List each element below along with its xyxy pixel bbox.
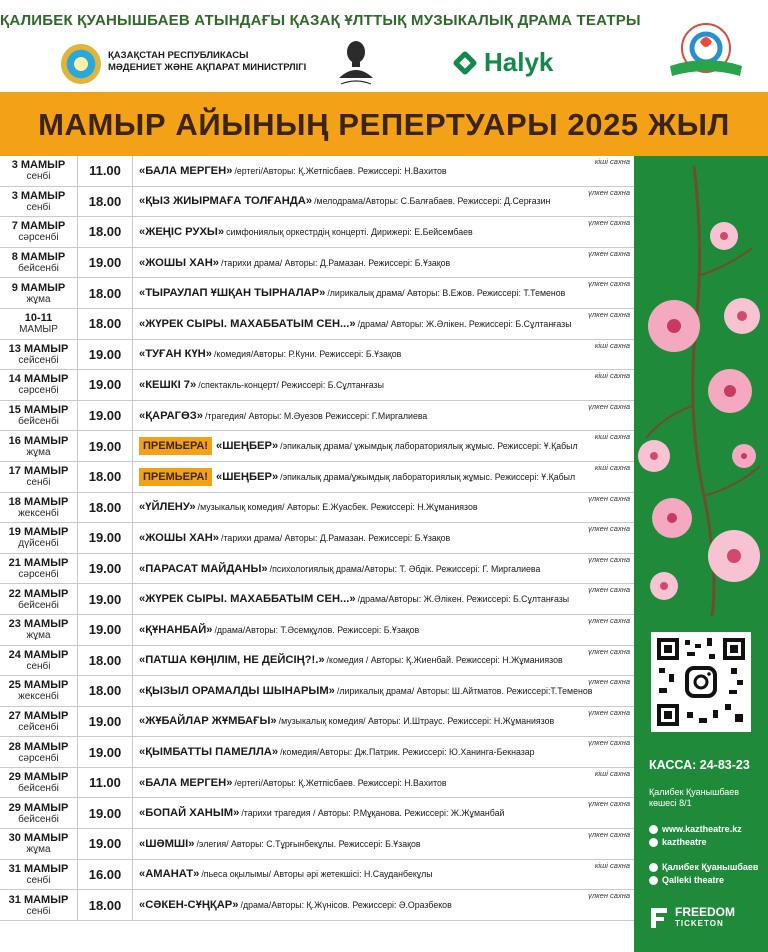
date-cell [0,646,78,676]
premiere-badge: ПРЕМЬЕРА! [139,468,212,486]
show-cell [133,768,634,798]
schedule-row [0,646,634,677]
stage-label: үлкен сахна [588,524,630,534]
youtube-text: Qalleki theatre [662,875,725,885]
show-title: «КЕШКІ 7» [139,378,197,391]
stage-label: кіші сахна [594,462,630,472]
show-description: /мелодрама/Авторы: С.Балғабаев. Режиссері: Д.Серғазин [314,196,551,207]
stage-label: кіші сахна [594,157,630,166]
time-cell: 19.00 [78,340,133,370]
show-description: /спектакль-концерт/ Режиссері: Б.Сұлтанғазы [198,379,384,390]
date-text: 3 МАМЫР [11,189,66,202]
date-text: 30 МАМЫР [8,832,69,845]
date-cell [0,493,78,523]
time-cell: 18.00 [78,309,133,339]
time-cell: 18.00 [78,187,133,217]
weekday-text: сәрсенбі [18,232,59,244]
freedom-logo-icon [649,906,669,930]
date-cell [0,309,78,339]
schedule-row [0,493,634,524]
date-text: 14 МАМЫР [8,373,69,386]
blossom-2 [648,300,700,352]
date-text: 28 МАМЫР [8,740,69,753]
instagram-icon [649,838,658,847]
date-text: 7 МАМЫР [11,220,66,233]
page-header [0,0,768,92]
time-cell: 19.00 [78,798,133,828]
date-cell [0,217,78,247]
show-cell [133,707,634,737]
show-title: «ТЫРАУЛАП ҰШҚАН ТЫРНАЛАР» [139,287,326,300]
stage-label: үлкен сахна [588,218,630,228]
date-cell [0,431,78,461]
show-description: /музыкалық комедия/ Авторы: И.Штраус. Режиссері: Н.Жұманиязов [278,716,555,727]
show-cell [133,340,634,370]
schedule-row [0,554,634,585]
stage-label: үлкен сахна [588,493,630,503]
time-cell: 18.00 [78,890,133,920]
blossom-3 [724,298,760,334]
schedule-table [0,156,634,921]
date-text: 21 МАМЫР [8,557,69,570]
weekday-text: жұма [26,446,51,458]
date-cell [0,462,78,492]
date-text: 31 МАМЫР [8,862,69,875]
weekday-text: сейсенбі [18,354,59,366]
show-cell [133,676,634,706]
date-cell [0,584,78,614]
show-title: «ПАРАСАТ МАЙДАНЫ» [139,562,268,575]
date-text: 23 МАМЫР [8,618,69,631]
date-cell [0,248,78,278]
weekday-text: бейсенбі [18,599,59,611]
date-text: 3 МАМЫР [11,159,66,172]
time-cell: 19.00 [78,401,133,431]
time-cell: 16.00 [78,860,133,890]
stage-label: үлкен сахна [588,830,630,840]
branch-line-side-3 [704,466,760,496]
year-of-working-professions-logo-icon [666,18,746,82]
time-cell: 11.00 [78,768,133,798]
show-cell [133,615,634,645]
facebook-icon [649,863,658,872]
time-cell: 18.00 [78,493,133,523]
date-cell [0,340,78,370]
blossom-6 [732,444,756,468]
date-text: 18 МАМЫР [8,495,69,508]
time-cell: 19.00 [78,707,133,737]
stage-label: үлкен сахна [588,187,630,197]
ticket-partner-logo[interactable] [649,906,735,930]
time-cell: 19.00 [78,431,133,461]
show-title: «ЖОШЫ ХАН» [139,531,220,544]
show-description: /драма/ Авторы: Ж.Әлікен. Режиссері: Б.Сұлтанғазы [357,318,572,329]
show-cell [133,309,634,339]
stage-label: кіші сахна [594,340,630,350]
show-title: «ҮЙЛЕНУ» [139,501,196,514]
show-title: «ЖОШЫ ХАН» [139,256,220,269]
time-cell: 18.00 [78,462,133,492]
time-cell: 18.00 [78,646,133,676]
weekday-text: сәрсенбі [18,569,59,581]
time-cell: 18.00 [78,217,133,247]
weekday-text: сенбі [26,874,51,886]
schedule-row [0,401,634,432]
show-title: «ПАТША КӨҢІЛІМ, НЕ ДЕЙСІҢ?!.» [139,654,325,667]
show-title: «БАЛА МЕРГЕН» [139,776,233,789]
show-description: /лирикалық драма/ Авторы: В.Ежов. Режиссері: Т.Теменов [327,288,566,299]
show-cell [133,278,634,308]
show-description: /трагедия/ Авторы: М.Әуезов Режиссері: Г.Миргалиева [204,410,428,421]
schedule-row [0,615,634,646]
banner-title: МАМЫР АЙЫНЫҢ РЕПЕРТУАРЫ 2025 ЖЫЛ [38,107,730,142]
show-cell [133,462,634,492]
show-title: «ШЕҢБЕР» [215,440,279,453]
ministry-label [108,50,306,74]
schedule-row [0,278,634,309]
time-cell: 19.00 [78,554,133,584]
show-description: /драма/Авторы: Т.Әсемқұлов. Режиссері: Б.Ұзақов [214,624,420,635]
stage-label: кіші сахна [594,371,630,381]
schedule-row [0,431,634,462]
schedule-row [0,798,634,829]
schedule-row [0,370,634,401]
halyk-sponsor-logo [452,47,553,78]
date-text: 29 МАМЫР [8,801,69,814]
date-cell [0,554,78,584]
theatre-address [649,787,739,809]
date-cell [0,829,78,859]
date-cell [0,523,78,553]
show-title: «АМАНАТ» [139,868,200,881]
show-description: /комедия/Авторы: Р.Куни. Режиссері: Б.Ұзақов [213,349,402,360]
show-cell [133,860,634,890]
weekday-text: жексенбі [18,691,59,703]
weekday-text: сәрсенбі [18,385,59,397]
date-text: 25 МАМЫР [8,679,69,692]
right-side-panel [634,156,768,952]
address-line-2: көшесі 8/1 [649,798,692,808]
blossom-8 [708,530,760,582]
stage-label: үлкен сахна [588,646,630,656]
show-cell [133,493,634,523]
date-cell [0,676,78,706]
schedule-row [0,462,634,493]
ministry-line-2: МӘДЕНИЕТ ЖӘНЕ АҚПАРАТ МИНИСТРЛІГІ [108,62,307,73]
branch-line-side-1 [698,248,752,276]
show-description: /тарихи трагедия / Авторы: Р.Мұқанова. Режиссері: Ж.Жұманбай [241,808,505,819]
ticket-brand-line-1: FREEDOM [675,905,735,919]
schedule-row [0,187,634,218]
show-cell [133,248,634,278]
schedule-row [0,584,634,615]
date-cell [0,278,78,308]
show-cell [133,187,634,217]
show-cell [133,890,634,920]
theatre-founder-logo-icon [333,38,379,88]
show-title: «ҚЫЗЫЛ ОРАМАЛДЫ ШЫНАРЫМ» [139,684,335,697]
show-title: «ШЕҢБЕР» [215,470,279,483]
schedule-row [0,340,634,371]
halyk-text: Halyk [484,47,554,77]
stage-label: үлкен сахна [588,891,630,901]
show-cell [133,646,634,676]
date-cell [0,890,78,920]
youtube-link[interactable] [649,875,724,885]
show-cell [133,401,634,431]
address-line-1: Қалибек Қуанышбаев [649,787,740,797]
ministry-line-1: ҚАЗАҚСТАН РЕСПУБЛИКАСЫ [108,50,249,61]
show-description: /драма/Авторы: Ж.Әлікен. Режиссері: Б.Сұлтанғазы [357,594,570,605]
date-cell [0,798,78,828]
show-description: /комедия / Авторы: Қ.Жиенбай. Режиссері: Н.Жұманиязов [326,655,563,666]
show-cell [133,737,634,767]
blossom-5 [638,440,670,472]
stage-label: үлкен сахна [588,554,630,564]
show-cell [133,523,634,553]
stage-label: үлкен сахна [588,248,630,258]
date-text: 9 МАМЫР [11,281,66,294]
schedule-row [0,309,634,340]
show-description: /комедия/Авторы: Дж.Патрик. Режиссері: Ю.Ханинга-Бекназар [280,747,535,758]
branch-line-side-2 [646,406,692,438]
show-description: /тарихи драма/ Авторы: Д.Рамазан. Режиссері: Б.Ұзақов [221,257,451,268]
time-cell: 18.00 [78,278,133,308]
weekday-text: сенбі [26,201,51,213]
show-title: «ШӘМШІ» [139,837,195,850]
schedule-row [0,248,634,279]
date-text: 13 МАМЫР [8,342,69,355]
schedule-row [0,737,634,768]
time-cell: 19.00 [78,248,133,278]
time-cell: 19.00 [78,737,133,767]
box-office-phone: КАССА: 24-83-23 [649,758,750,772]
stage-label: үлкен сахна [588,279,630,289]
blossom-1 [710,222,738,250]
stage-label: үлкен сахна [588,615,630,625]
date-cell [0,615,78,645]
date-cell [0,187,78,217]
show-description: /элегия/ Авторы: С.Тұрғынбекұлы. Режиссері: Б.Ұзақов [196,838,421,849]
date-text: 22 МАМЫР [8,587,69,600]
show-description: /лирикалық драма/ Авторы: Ш.Айтматов. Режиссері:Т.Теменов [336,685,593,696]
show-description: /психологиялық драма/Авторы: Т. Әбдік. Режиссері: Г. Миргалиева [269,563,541,574]
weekday-text: сәрсенбі [18,752,59,764]
date-text: 31 МАМЫР [8,893,69,906]
show-title: «ЖҮРЕК СЫРЫ. МАХАББАТЫМ СЕН...» [139,317,356,330]
show-description: /драма/Авторы: Қ.Жүнісов. Режиссері: Ә.Оразбеков [240,900,452,911]
stage-label: үлкен сахна [588,799,630,809]
weekday-text: дүйсенбі [18,538,59,550]
date-cell [0,156,78,186]
schedule-row [0,156,634,187]
instagram-text: kaztheatre [662,837,707,847]
schedule-row [0,707,634,738]
show-title: «ҚҰНАНБАЙ» [139,623,213,636]
show-cell [133,217,634,247]
show-title: «ТУҒАН КҮН» [139,348,212,361]
weekday-text: сенбі [26,477,51,489]
date-cell [0,707,78,737]
date-text: 27 МАМЫР [8,709,69,722]
date-cell [0,860,78,890]
show-description: /эпикалық драма/ ұжымдық лабораториялық жұмыс. Режиссері: Ұ.Қабыл [280,441,578,452]
show-cell [133,829,634,859]
stage-label: кіші сахна [594,860,630,870]
date-text: 19 МАМЫР [8,526,69,539]
stage-label: үлкен сахна [588,401,630,411]
qr-code-icon [651,632,751,732]
premiere-badge: ПРЕМЬЕРА! [139,437,212,455]
show-title: «ЖҰБАЙЛАР ЖҰМБАҒЫ» [139,715,277,728]
qr-code[interactable] [651,632,751,732]
show-title: «ЖЕҢІС РУХЫ» [139,225,225,238]
weekday-text: жұма [26,293,51,305]
show-title: «ҚАРАГӨЗ» [139,409,203,422]
show-description: /ертегі/Авторы: Қ.Жетпісбаев. Режиссері: Н.Вахитов [234,165,447,176]
show-description: /музыкалық комедия/ Авторы: Е.Жуасбек. Режиссері: Н.Жұманиязов [197,502,478,513]
time-cell: 11.00 [78,156,133,186]
state-emblem-icon [61,44,101,84]
weekday-text: бейсенбі [18,813,59,825]
weekday-text: жексенбі [18,507,59,519]
facebook-text: Қалибек Қуанышбаев [662,862,759,872]
ticket-partner-text [675,907,735,929]
schedule-row [0,768,634,799]
globe-icon [649,825,658,834]
weekday-text: МАМЫР [19,324,58,336]
show-title: «ҚЫМБАТТЫ ПАМЕЛЛА» [139,746,279,759]
time-cell: 19.00 [78,615,133,645]
show-title: «СӘКЕН-СҰҢҚАР» [139,899,239,912]
schedule-row [0,676,634,707]
schedule-row [0,217,634,248]
date-text: 17 МАМЫР [8,465,69,478]
show-description: /пьеса оқылымы/ Авторы әрі жетекшісі: Н.Сауданбекұлы [201,869,433,880]
stage-label: кіші сахна [594,432,630,442]
stage-label: үлкен сахна [588,677,630,687]
show-cell [133,156,634,186]
date-cell [0,768,78,798]
show-title: «БОПАЙ ХАНЫМ» [139,807,240,820]
show-title: «ҚЫЗ ЖИЫРМАҒА ТОЛҒАНДА» [139,195,313,208]
weekday-text: сенбі [26,171,51,183]
website-link[interactable] [649,824,742,834]
halyk-mark-icon [452,50,478,76]
date-text: 16 МАМЫР [8,434,69,447]
repertoire-banner [0,92,768,156]
date-text: 29 МАМЫР [8,771,69,784]
weekday-text: жұма [26,630,51,642]
theatre-title: ҚАЛИБЕК ҚУАНЫШБАЕВ АТЫНДАҒЫ ҚАЗАҚ ҰЛТТЫҚ МУЗЫКАЛЫҚ ДРАМА ТЕАТРЫ [0,12,641,29]
blossom-7 [652,498,692,538]
youtube-icon [649,876,658,885]
facebook-link[interactable] [649,862,758,872]
show-cell [133,554,634,584]
time-cell: 19.00 [78,584,133,614]
show-title: «БАЛА МЕРГЕН» [139,164,233,177]
show-cell [133,370,634,400]
date-text: 15 МАМЫР [8,404,69,417]
weekday-text: сейсенбі [18,721,59,733]
stage-label: кіші сахна [594,768,630,778]
time-cell: 19.00 [78,370,133,400]
date-cell [0,401,78,431]
blossom-branch-illustration [634,156,768,616]
blossom-4 [708,369,752,413]
weekday-text: сенбі [26,905,51,917]
show-description: /эпикалық драма/ұжымдық лабораториялық жұмыс. Режиссері: Ұ.Қабыл [280,471,576,482]
blossom-9 [650,572,678,600]
weekday-text: бейсенбі [18,416,59,428]
weekday-text: бейсенбі [18,783,59,795]
instagram-link[interactable] [649,837,707,847]
stage-label: үлкен сахна [588,309,630,319]
time-cell: 19.00 [78,829,133,859]
stage-label: үлкен сахна [588,707,630,717]
date-text: 10-11 [24,312,53,325]
show-cell [133,798,634,828]
weekday-text: бейсенбі [18,263,59,275]
show-description: симфониялық оркестрдің концерті. Дирижері: Е.Бейсембаев [226,226,473,237]
schedule-row [0,523,634,554]
schedule-row [0,829,634,860]
show-cell [133,584,634,614]
time-cell: 18.00 [78,676,133,706]
weekday-text: сенбі [26,660,51,672]
stage-label: үлкен сахна [588,738,630,748]
weekday-text: жұма [26,844,51,856]
schedule-row [0,860,634,891]
time-cell: 19.00 [78,523,133,553]
ticket-brand-line-2: TICKETON [675,919,724,928]
show-description: /тарихи драма/ Авторы: Д.Рамазан. Режиссері: Б.Ұзақов [221,532,451,543]
stage-label: үлкен сахна [588,585,630,595]
date-cell [0,737,78,767]
show-title: «ЖҮРЕК СЫРЫ. МАХАББАТЫМ СЕН...» [139,593,356,606]
date-cell [0,370,78,400]
show-cell [133,431,634,461]
show-description: /ертегі/Авторы: Қ.Жетпісбаев. Режиссері: Н.Вахитов [234,777,447,788]
website-text: www.kaztheatre.kz [662,824,742,834]
schedule-row [0,890,634,921]
date-text: 8 МАМЫР [11,251,66,264]
date-text: 24 МАМЫР [8,648,69,661]
